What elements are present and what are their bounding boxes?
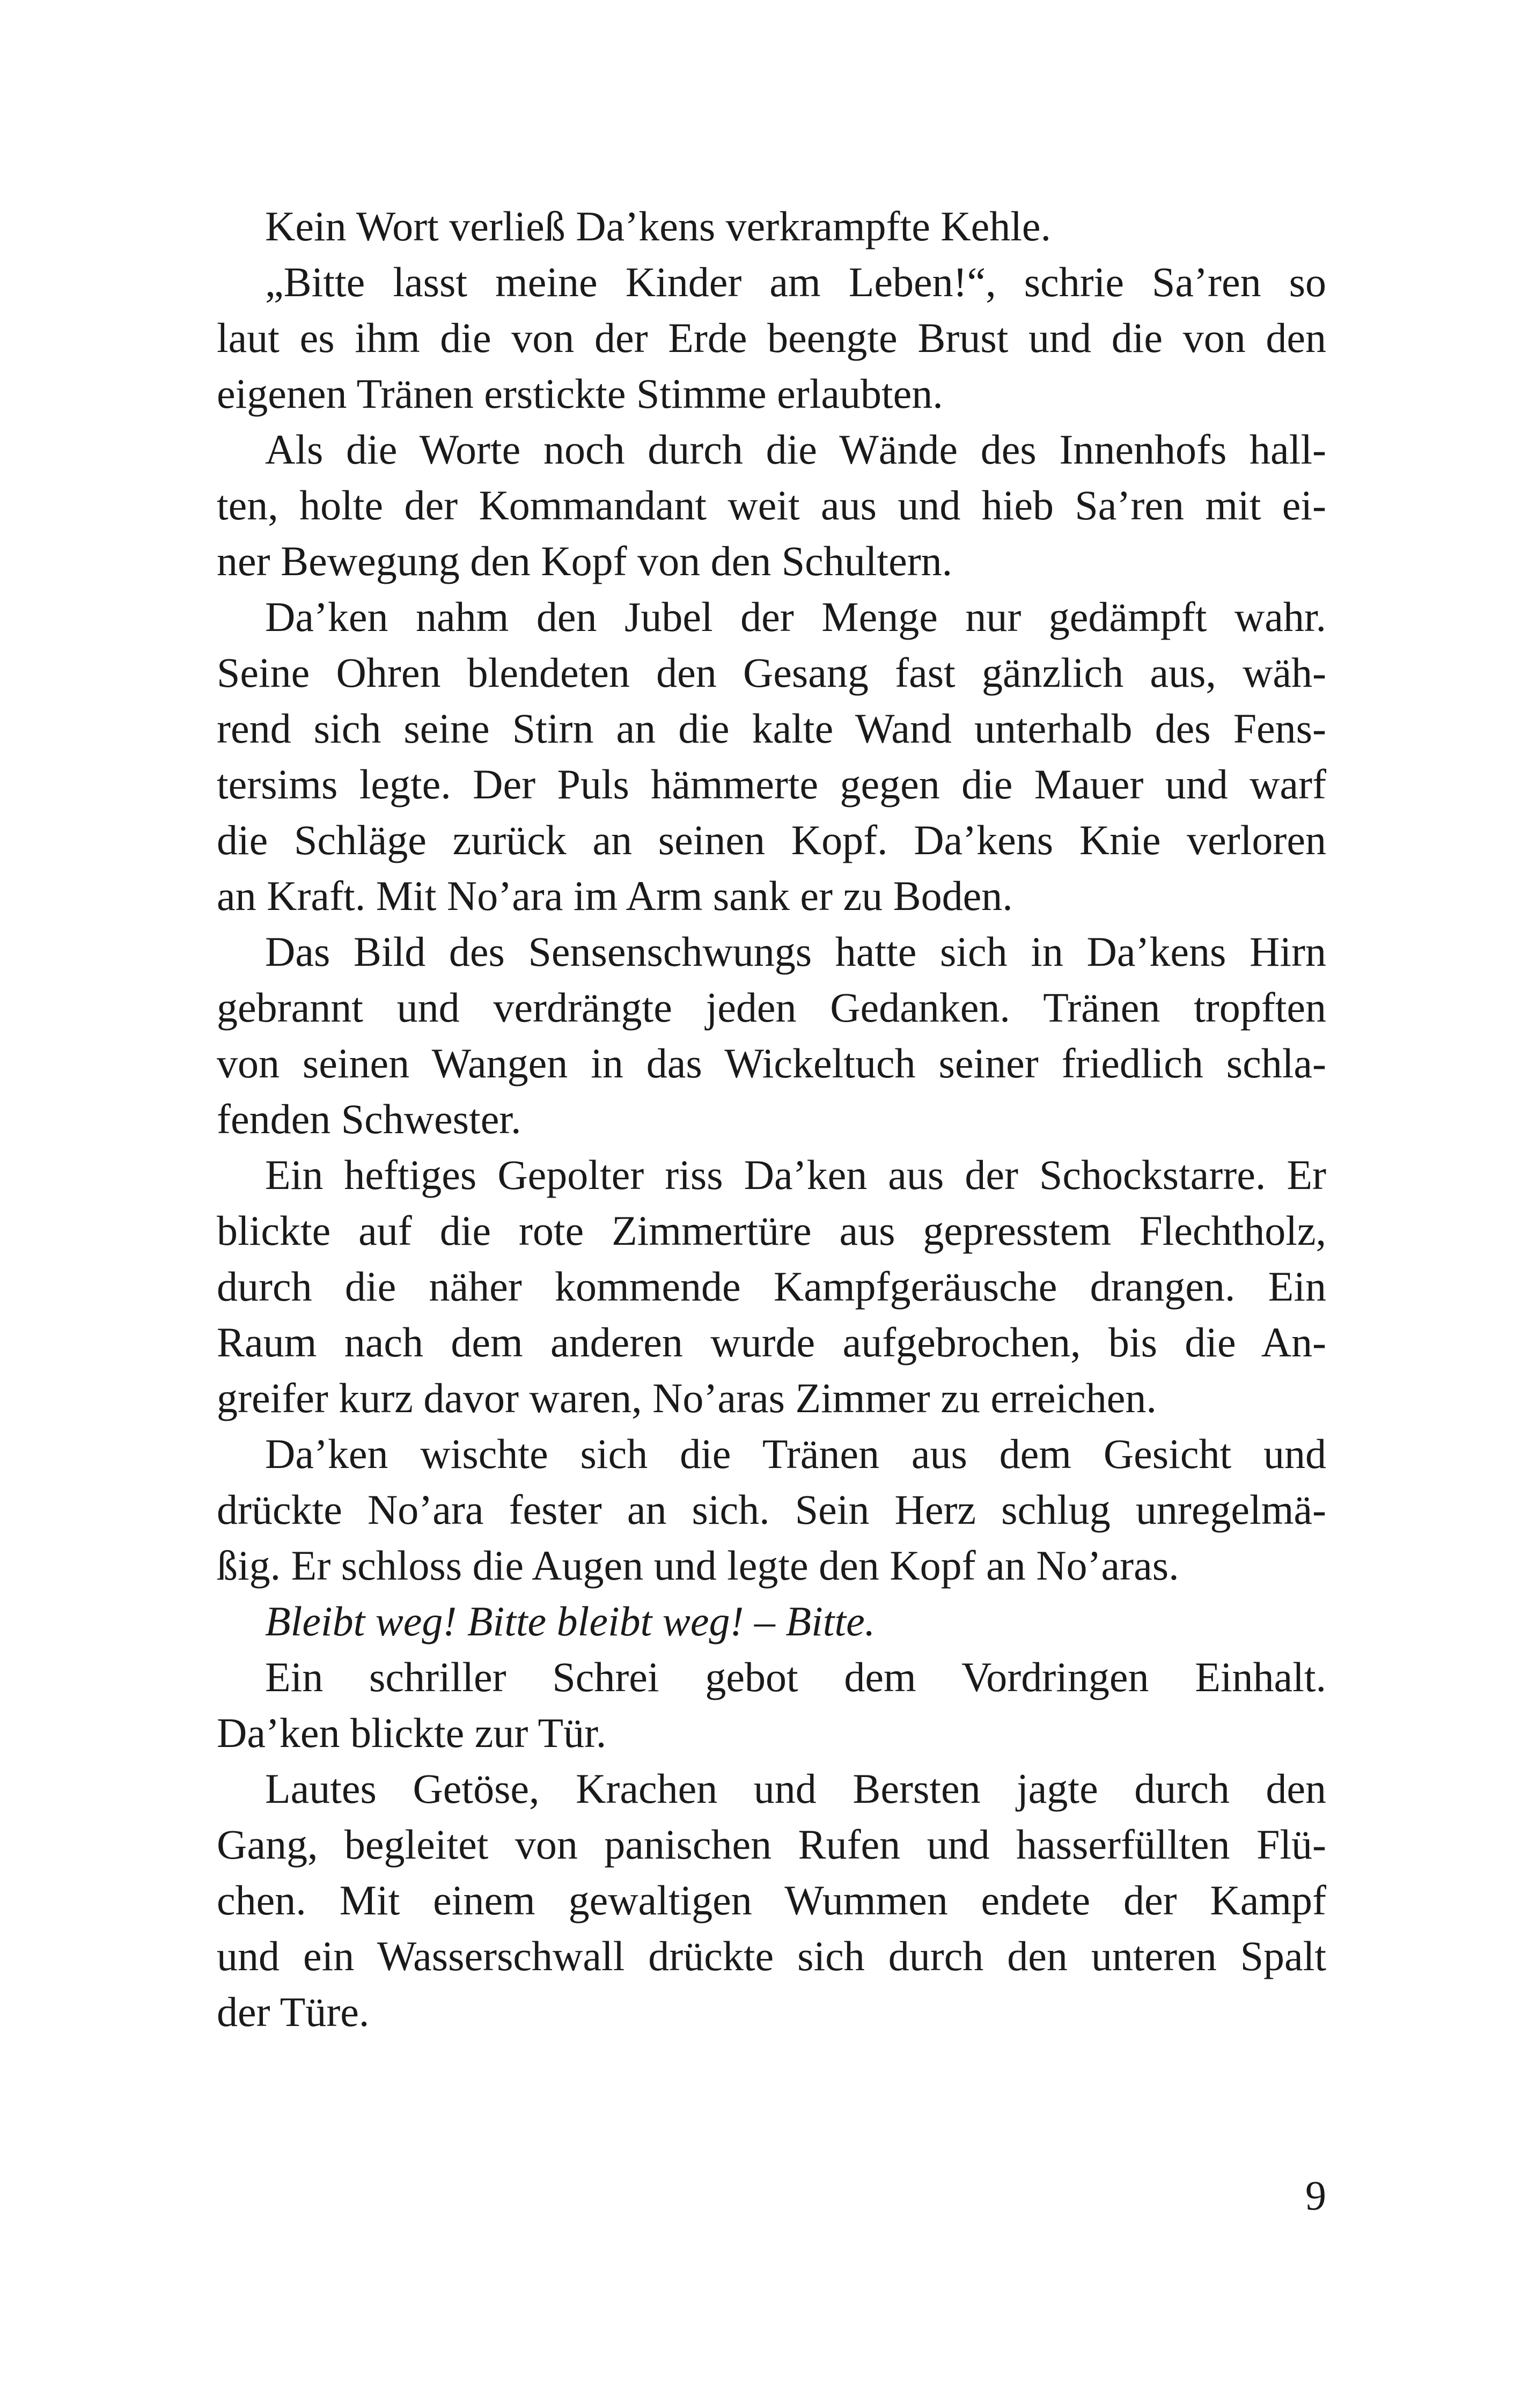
paragraph-1 [217, 199, 1326, 254]
text-line: Gang, begleitet von panischen Rufen und hasserfüllten Flü- [217, 1821, 1326, 1868]
text-line: Raum nach dem anderen wurde aufgebrochen, bis die An- [217, 1319, 1326, 1365]
text-line: der Türe. [217, 1988, 370, 2035]
text-line: Da’ken blickte zur Tür. [217, 1709, 607, 1756]
paragraph-6 [217, 1147, 1326, 1426]
text-line: chen. Mit einem gewaltigen Wummen endete der Kampf [217, 1877, 1326, 1924]
text-line: Bleibt weg! Bitte bleibt weg! – Bitte. [265, 1598, 876, 1645]
paragraph-2 [217, 254, 1326, 422]
paragraph-8-italic-thought [217, 1594, 1326, 1649]
text-line: Da’ken nahm den Jubel der Menge nur gedämpft wahr. [265, 593, 1326, 640]
text-line: tersims legte. Der Puls hämmerte gegen die Mauer und warf [217, 761, 1326, 807]
text-line: blickte auf die rote Zimmertüre aus gepresstem Flechtholz, [217, 1207, 1326, 1254]
text-line: rend sich seine Stirn an die kalte Wand unterhalb des Fens- [217, 705, 1326, 752]
text-line: von seinen Wangen in das Wickeltuch seiner friedlich schla- [217, 1040, 1326, 1086]
paragraph-9 [217, 1649, 1326, 1761]
body-text [217, 199, 1326, 2040]
text-line: Kein Wort verließ Da’kens verkrampfte Kehle. [265, 203, 1052, 249]
text-line: Lautes Getöse, Krachen und Bersten jagte durch den [265, 1765, 1326, 1812]
paragraph-5 [217, 924, 1326, 1147]
paragraph-4 [217, 589, 1326, 924]
text-line: durch die näher kommende Kampfgeräusche drangen. Ein [217, 1263, 1326, 1310]
text-line: gebrannt und verdrängte jeden Gedanken. Tränen tropften [217, 984, 1326, 1031]
text-line: eigenen Tränen erstickte Stimme erlaubten. [217, 370, 943, 417]
text-line: die Schläge zurück an seinen Kopf. Da’kens Knie verloren [217, 817, 1326, 863]
text-line: greifer kurz davor waren, No’aras Zimmer zu erreichen. [217, 1375, 1157, 1421]
paragraph-7 [217, 1426, 1326, 1594]
text-line: Da’ken wischte sich die Tränen aus dem Gesicht und [265, 1430, 1326, 1477]
text-line: fenden Schwester. [217, 1096, 521, 1142]
text-line: drückte No’ara fester an sich. Sein Herz schlug unregelmä- [217, 1486, 1326, 1533]
text-line: ßig. Er schloss die Augen und legte den Kopf an No’aras. [217, 1542, 1179, 1589]
text-line: an Kraft. Mit No’ara im Arm sank er zu Boden. [217, 872, 1013, 919]
text-line: Seine Ohren blendeten den Gesang fast gänzlich aus, wäh- [217, 649, 1326, 696]
text-line: laut es ihm die von der Erde beengte Brust und die von den [217, 314, 1326, 361]
text-line: Ein heftiges Gepolter riss Da’ken aus der Schockstarre. Er [265, 1151, 1326, 1198]
text-line: Ein schriller Schrei gebot dem Vordringen Einhalt. [265, 1654, 1326, 1700]
paragraph-3 [217, 422, 1326, 589]
text-line: ten, holte der Kommandant weit aus und hieb Sa’ren mit ei- [217, 482, 1326, 528]
text-line: Das Bild des Sensenschwungs hatte sich in Da’kens Hirn [265, 928, 1326, 975]
text-line: „Bitte lasst meine Kinder am Leben!“, schrie Sa’ren so [265, 259, 1326, 305]
paragraph-10 [217, 1761, 1326, 2040]
text-line: ner Bewegung den Kopf von den Schultern. [217, 538, 953, 584]
text-line: Als die Worte noch durch die Wände des Innenhofs hall- [265, 426, 1326, 473]
text-line: und ein Wasserschwall drückte sich durch den unteren Spalt [217, 1933, 1326, 1979]
page-number: 9 [1305, 2172, 1326, 2219]
